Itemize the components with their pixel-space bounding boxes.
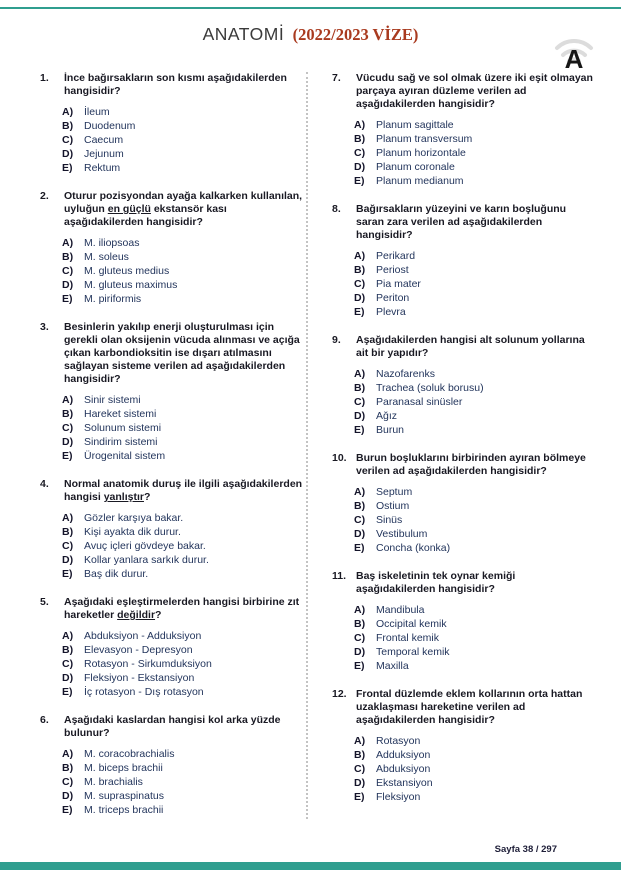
answer-option [354,631,595,645]
question-options [62,105,303,175]
question-stem: Aşağıdaki eşleştirmelerden hangisi birbirine zıt hareketler değildir? [64,596,300,621]
option-text: Jejunum [84,148,124,160]
option-text: Abduksiyon [376,763,431,775]
question-number: 9. [332,334,341,346]
option-letter: A) [354,735,366,747]
option-letter: E) [62,804,73,816]
answer-option [354,409,595,423]
option-letter: D) [62,672,74,684]
option-letter: B) [354,264,366,276]
option-text: Ürogenital sistem [84,450,166,462]
option-text: M. coracobrachialis [84,748,175,760]
answer-option [62,435,303,449]
question-options [354,485,595,555]
answer-option [62,161,303,175]
option-text: M. soleus [84,251,129,263]
option-text: Ostium [376,500,410,512]
option-letter: E) [354,660,365,672]
option-text: Periton [376,292,410,304]
page-title: ANATOMİ [202,24,285,44]
option-text: Rektum [84,162,121,174]
option-letter: E) [62,162,73,174]
option-text: Sindirim sistemi [84,436,158,448]
option-letter: D) [354,777,366,789]
question-number: 12. [332,688,347,700]
option-text: Abduksiyon - Adduksiyon [84,630,202,642]
option-letter: A) [62,237,74,249]
option-letter: B) [62,644,74,656]
option-letter: C) [62,134,74,146]
option-text: Rotasyon - Sirkumduksiyon [84,658,212,670]
answer-option [62,525,303,539]
page-subtitle: (2022/2023 VİZE) [292,25,419,44]
question-stem: Baş iskeletinin tek oynar kemiği aşağıdakilerden hangisidir? [356,570,516,595]
option-letter: B) [62,120,74,132]
option-text: Elevasyon - Depresyon [84,644,193,656]
option-text: Mandibula [376,604,425,616]
answer-option [354,160,595,174]
question [40,190,303,306]
question-number: 7. [332,72,341,84]
option-letter: C) [62,265,74,277]
column-divider-dotted [306,72,308,819]
question-head [40,596,303,622]
option-text: Frontal kemik [376,632,440,644]
question-columns [40,72,595,829]
option-text: M. piriformis [84,293,142,305]
option-text: Sinir sistemi [84,394,141,406]
question-number: 1. [40,72,49,84]
option-text: Planum transversum [376,133,473,145]
option-letter: A) [354,119,366,131]
option-letter: A) [62,748,74,760]
answer-option [354,118,595,132]
answer-option [354,277,595,291]
answer-option [62,789,303,803]
option-letter: E) [354,424,365,436]
question [40,72,303,175]
option-text: İç rotasyon - Dış rotasyon [84,686,204,698]
option-letter: D) [62,279,74,291]
option-letter: A) [354,604,366,616]
option-text: Caecum [84,134,124,146]
option-letter: B) [354,749,366,761]
option-text: Perikard [376,250,416,262]
option-letter: A) [354,250,366,262]
question-number: 5. [40,596,49,608]
bottom-bar [0,862,621,870]
question-head [332,570,595,596]
question-number: 10. [332,452,347,464]
option-text: M. gluteus medius [84,265,170,277]
option-text: Kollar yanlara sarkık durur. [84,554,209,566]
question-number: 8. [332,203,341,215]
question [332,203,595,319]
option-text: Duodenum [84,120,136,132]
option-letter: B) [354,500,366,512]
option-letter: C) [354,514,366,526]
option-text: Solunum sistemi [84,422,162,434]
answer-option [354,146,595,160]
option-text: Burun [376,424,405,436]
option-letter: B) [354,382,366,394]
question-stem: Frontal düzlemde eklem kollarının orta hattan uzaklaşması hareketine verilen ad aşağıdakilerden hangisidir? [356,688,583,726]
option-text: Vestibulum [376,528,428,540]
option-text: Maxilla [376,660,409,672]
question-stem: Aşağıdakilerden hangisi alt solunum yollarına ait bir yapıdır? [356,334,585,359]
option-letter: A) [62,512,74,524]
question-head [40,72,303,98]
question-column-right [318,72,595,829]
question [40,714,303,817]
answer-option [62,105,303,119]
option-text: Kişi ayakta dik durur. [84,526,181,538]
page-number: Sayfa 38 / 297 [494,844,557,855]
option-letter: E) [62,568,73,580]
option-letter: D) [62,554,74,566]
option-letter: D) [354,646,366,658]
option-letter: C) [62,658,74,670]
answer-option [354,485,595,499]
answer-option [354,541,595,555]
option-letter: D) [354,528,366,540]
option-text: Septum [376,486,413,498]
question-options [354,734,595,804]
option-letter: E) [62,450,73,462]
question [40,596,303,699]
option-text: Concha (konka) [376,542,451,554]
answer-option [62,761,303,775]
question-stem: Oturur pozisyondan ayağa kalkarken kullanılan, uyluğun en güçlü ekstansör kası aşağıdakilerden hangisidir? [64,190,303,228]
answer-option [62,685,303,699]
answer-option [354,645,595,659]
option-text: Paranasal sinüsler [376,396,463,408]
answer-option [354,499,595,513]
option-text: İleum [84,106,110,118]
answer-option [62,421,303,435]
page-header [0,24,621,64]
answer-option [354,776,595,790]
option-text: Sinüs [376,514,403,526]
question-column-left [40,72,303,829]
option-text: Gözler karşıya bakar. [84,512,184,524]
option-letter: D) [354,292,366,304]
question-head [40,321,303,386]
option-text: M. biceps brachii [84,762,163,774]
answer-option [62,278,303,292]
option-text: Occipital kemik [376,618,447,630]
option-text: Planum coronale [376,161,455,173]
question-head [332,72,595,111]
top-divider-rule [0,7,621,9]
question-options [354,367,595,437]
option-text: Planum medianum [376,175,464,187]
option-letter: D) [354,410,366,422]
answer-option [62,657,303,671]
question-stem: Besinlerin yakılıp enerji oluşturulması için gerekli olan oksijenin vücuda alınması ve açığa çıkan karbondioksitin ise dışarı atılmasını sağlayan sisteme verilen ad aşağıdakilerden hangisidir? [64,321,300,385]
option-letter: C) [62,540,74,552]
answer-option [62,292,303,306]
logo-letter: A [564,44,584,74]
answer-option [354,263,595,277]
option-text: M. iliopsoas [84,237,140,249]
option-letter: A) [62,394,74,406]
option-letter: B) [62,762,74,774]
question-stem: Vücudu sağ ve sol olmak üzere iki eşit olmayan parçaya ayıran düzleme verilen ad aşağıdakilerden hangisidir? [356,72,593,110]
answer-option [62,643,303,657]
answer-option [354,527,595,541]
option-text: Periost [376,264,409,276]
option-letter: E) [354,175,365,187]
question-head [332,688,595,727]
option-text: M. supraspinatus [84,790,164,802]
option-letter: E) [354,791,365,803]
option-text: M. gluteus maximus [84,279,178,291]
question-stem: İnce bağırsakların son kısmı aşağıdakilerden hangisidir? [64,72,287,97]
option-letter: A) [354,486,366,498]
option-letter: E) [62,293,73,305]
option-text: Trachea (soluk borusu) [376,382,484,394]
answer-option [62,264,303,278]
question-number: 2. [40,190,49,202]
answer-option [62,511,303,525]
option-text: Plevra [376,306,406,318]
question [332,688,595,804]
option-letter: A) [62,106,74,118]
answer-option [62,747,303,761]
answer-option [354,381,595,395]
option-text: M. triceps brachii [84,804,164,816]
option-text: Ekstansiyon [376,777,433,789]
question-head [332,452,595,478]
option-letter: A) [62,630,74,642]
option-letter: B) [62,526,74,538]
option-text: Fleksiyon - Ekstansiyon [84,672,195,684]
question-head [40,190,303,229]
option-letter: C) [354,147,366,159]
answer-option [354,367,595,381]
question-options [62,747,303,817]
option-text: M. brachialis [84,776,143,788]
option-text: Fleksiyon [376,791,421,803]
question-options [354,249,595,319]
question [40,321,303,463]
question-head [40,714,303,740]
answer-option [62,539,303,553]
question-head [40,478,303,504]
option-text: Ağız [376,410,398,422]
option-letter: C) [62,776,74,788]
answer-option [62,147,303,161]
option-letter: B) [354,133,366,145]
question-options [62,393,303,463]
question [40,478,303,581]
answer-option [62,119,303,133]
answer-option [62,393,303,407]
answer-option [354,659,595,673]
question-options [62,236,303,306]
question [332,452,595,555]
option-text: Avuç içleri gövdeye bakar. [84,540,206,552]
answer-option [62,407,303,421]
answer-option [62,567,303,581]
answer-option [354,249,595,263]
option-letter: C) [354,763,366,775]
question [332,72,595,188]
question-options [62,629,303,699]
answer-option [354,423,595,437]
option-text: Planum horizontale [376,147,466,159]
answer-option [62,671,303,685]
option-letter: B) [62,408,74,420]
answer-option [354,603,595,617]
question-stem: Normal anatomik duruş ile ilgili aşağıdakilerden hangisi yanlıştır? [64,478,303,503]
option-letter: C) [62,422,74,434]
question [332,334,595,437]
answer-option [354,617,595,631]
answer-option [354,132,595,146]
option-text: Nazofarenks [376,368,435,380]
answer-option [354,395,595,409]
option-text: Temporal kemik [376,646,450,658]
option-letter: B) [62,251,74,263]
answer-option [62,236,303,250]
option-text: Baş dik durur. [84,568,149,580]
option-letter: A) [354,368,366,380]
answer-option [62,629,303,643]
option-text: Hareket sistemi [84,408,157,420]
question-options [354,603,595,673]
question-number: 3. [40,321,49,333]
question-options [354,118,595,188]
answer-option [354,734,595,748]
question-number: 11. [332,570,347,582]
answer-option [354,174,595,188]
answer-option [62,553,303,567]
option-letter: C) [354,396,366,408]
option-letter: D) [62,436,74,448]
option-letter: D) [62,790,74,802]
option-letter: C) [354,632,366,644]
option-text: Planum sagittale [376,119,454,131]
option-letter: D) [354,161,366,173]
answer-option [354,305,595,319]
option-letter: E) [354,306,365,318]
answer-option [62,803,303,817]
question-stem: Bağırsakların yüzeyini ve karın boşluğunu saran zara verilen ad aşağıdakilerden hangisidir? [356,203,567,241]
question [332,570,595,673]
question-stem: Aşağıdaki kaslardan hangisi kol arka yüzde bulunur? [64,714,281,739]
question-number: 6. [40,714,49,726]
answer-option [354,790,595,804]
answer-option [354,748,595,762]
answer-option [62,250,303,264]
question-number: 4. [40,478,49,490]
answer-option [62,133,303,147]
question-options [62,511,303,581]
option-letter: E) [62,686,73,698]
option-text: Rotasyon [376,735,421,747]
option-letter: E) [354,542,365,554]
option-text: Pia mater [376,278,421,290]
option-letter: C) [354,278,366,290]
answer-option [62,775,303,789]
answer-option [62,449,303,463]
question-stem: Burun boşluklarını birbirinden ayıran bölmeye verilen ad aşağıdakilerden hangisidir? [356,452,586,477]
answer-option [354,291,595,305]
answer-option [354,762,595,776]
question-head [332,334,595,360]
answer-option [354,513,595,527]
option-letter: D) [62,148,74,160]
question-head [332,203,595,242]
option-text: Adduksiyon [376,749,431,761]
option-letter: B) [354,618,366,630]
